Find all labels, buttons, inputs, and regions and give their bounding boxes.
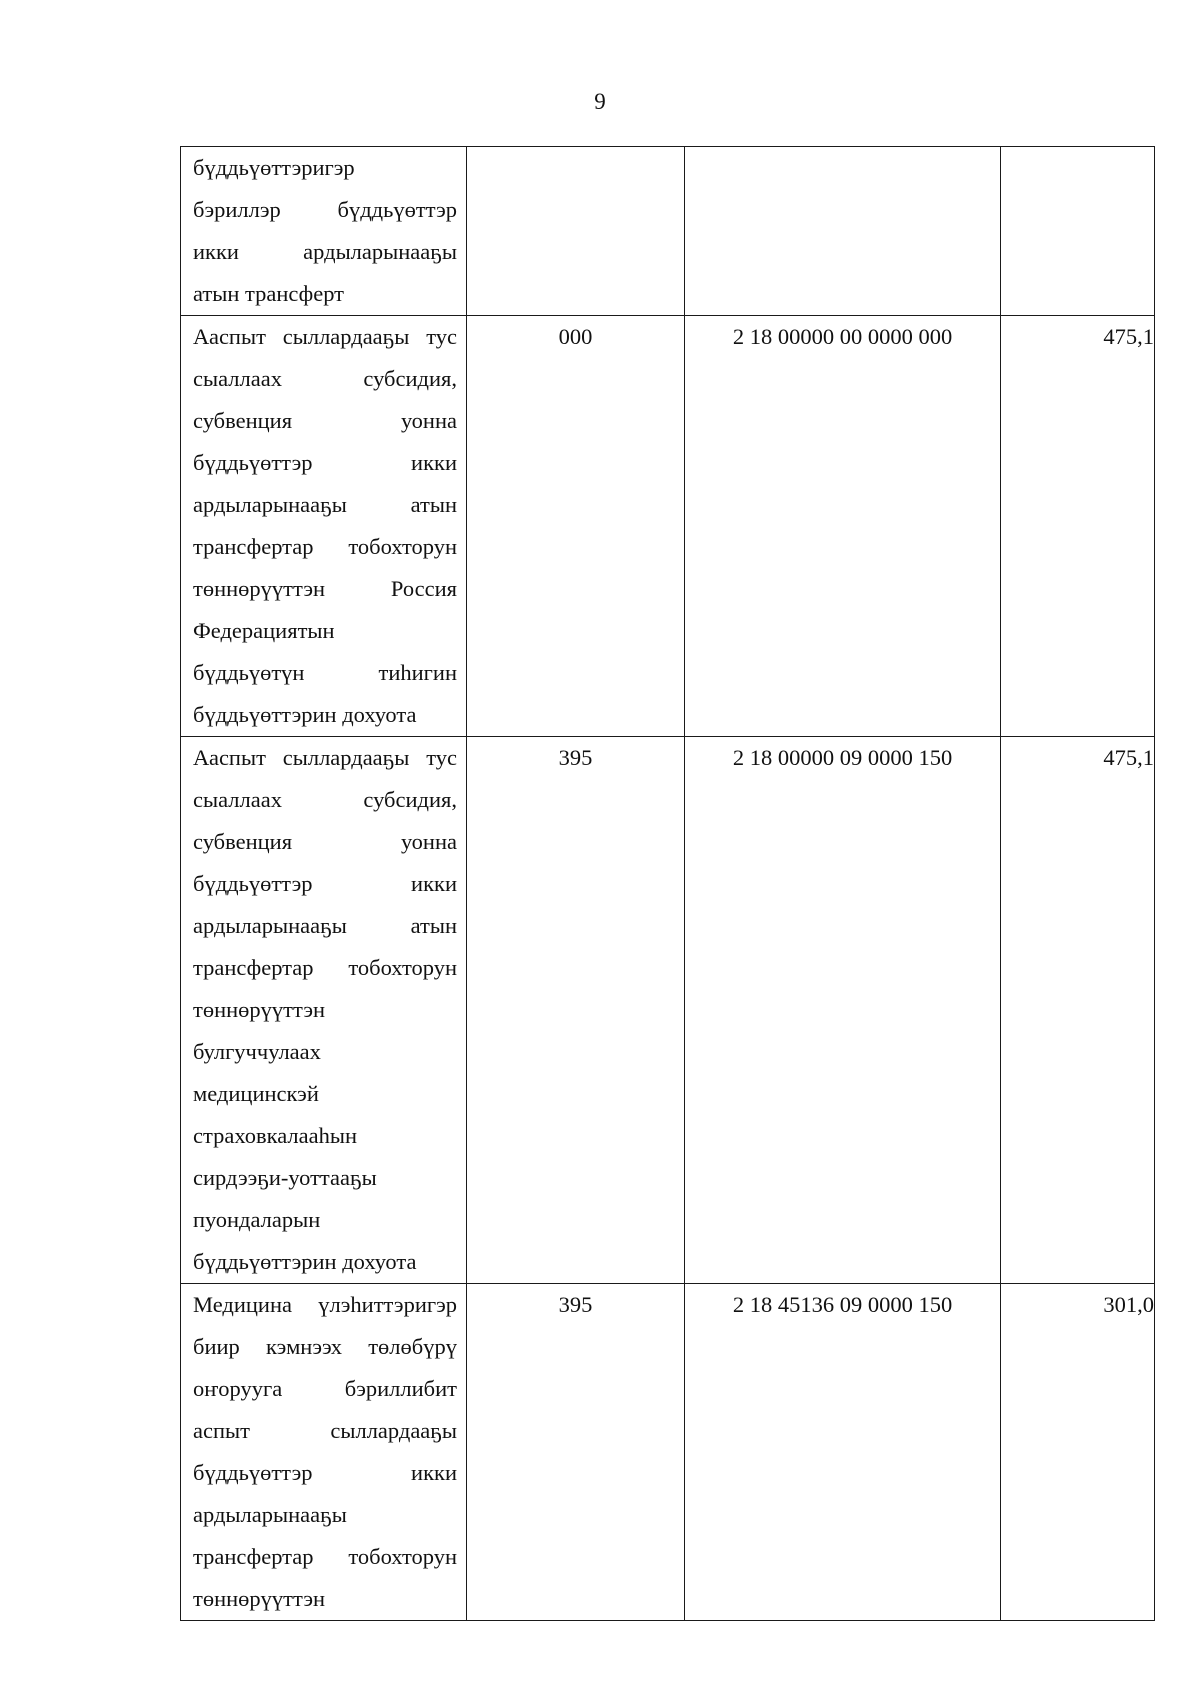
page-number: 9 bbox=[594, 89, 606, 114]
table-row bbox=[181, 147, 1155, 316]
description-line: бүддьүөтүн тиһигин bbox=[193, 660, 457, 685]
description-line: ардыларынааҕы атын bbox=[193, 492, 457, 517]
description-line: булгуччулаах bbox=[193, 1039, 321, 1064]
description-line: бүддьүөттэрин дохуота bbox=[193, 1249, 417, 1274]
table-body bbox=[181, 147, 1155, 1621]
description-line: сирдээҕи-уоттааҕы bbox=[193, 1165, 377, 1190]
budget-code-cell: 2 18 00000 09 0000 150 bbox=[685, 737, 1001, 1284]
admin-code-cell bbox=[467, 147, 685, 316]
description-line: оҥорууга бэриллибит bbox=[193, 1376, 457, 1401]
budget-code-cell: 2 18 00000 00 0000 000 bbox=[685, 316, 1001, 737]
budget-table bbox=[180, 146, 1155, 1621]
description-line: биир кэмнээх төлөбүрү bbox=[193, 1334, 457, 1359]
description-cell bbox=[181, 1284, 467, 1621]
description-line: субвенция уонна bbox=[193, 829, 457, 854]
description-cell bbox=[181, 147, 467, 316]
description-line: атын трансферт bbox=[193, 281, 345, 306]
description-line: бүддьүөттэрин дохуота bbox=[193, 702, 417, 727]
description-line: пуондаларын bbox=[193, 1207, 321, 1232]
description-cell bbox=[181, 316, 467, 737]
amount-cell: 475,1 bbox=[1001, 737, 1155, 1284]
admin-code-cell: 000 bbox=[467, 316, 685, 737]
description-line: трансфертар тобохторун bbox=[193, 1544, 457, 1569]
description-line: икки ардыларынааҕы bbox=[193, 239, 457, 264]
description-line: трансфертар тобохторун bbox=[193, 534, 457, 559]
description-line: субвенция уонна bbox=[193, 408, 457, 433]
description-line: төннөрүүттэн bbox=[193, 997, 326, 1022]
description-line: бүддьүөттэр икки bbox=[193, 871, 457, 896]
description-line: Федерациятын bbox=[193, 618, 335, 643]
budget-code-cell: 2 18 45136 09 0000 150 bbox=[685, 1284, 1001, 1621]
admin-code-cell: 395 bbox=[467, 737, 685, 1284]
description-line: төннөрүүттэн bbox=[193, 1586, 326, 1611]
description-line: медицинскэй bbox=[193, 1081, 319, 1106]
table-row bbox=[181, 316, 1155, 737]
description-line: бүддьүөттэр икки bbox=[193, 450, 457, 475]
description-line: бэриллэр бүддьүөттэр bbox=[193, 197, 457, 222]
description-line: ардыларынааҕы атын bbox=[193, 913, 457, 938]
description-line: ардыларынааҕы bbox=[193, 1502, 347, 1527]
description-line: страховкалааһын bbox=[193, 1123, 357, 1148]
description-line: Ааспыт сыллардааҕы тус bbox=[193, 324, 457, 349]
amount-cell bbox=[1001, 147, 1155, 316]
description-line: сыаллаах субсидия, bbox=[193, 787, 457, 812]
description-line: бүддьүөттэр икки bbox=[193, 1460, 457, 1485]
description-line: Ааспыт сыллардааҕы тус bbox=[193, 745, 457, 770]
admin-code-cell: 395 bbox=[467, 1284, 685, 1621]
description-line: аспыт сыллардааҕы bbox=[193, 1418, 457, 1443]
description-line: сыаллаах субсидия, bbox=[193, 366, 457, 391]
budget-code-cell bbox=[685, 147, 1001, 316]
description-cell bbox=[181, 737, 467, 1284]
table-row bbox=[181, 737, 1155, 1284]
amount-cell: 475,1 bbox=[1001, 316, 1155, 737]
amount-cell: 301,0 bbox=[1001, 1284, 1155, 1621]
description-line: төннөрүүттэн Россия bbox=[193, 576, 457, 601]
description-line: трансфертар тобохторун bbox=[193, 955, 457, 980]
description-line: бүддьүөттэригэр bbox=[193, 155, 355, 180]
table-row bbox=[181, 1284, 1155, 1621]
description-line: Медицина үлэһиттэригэр bbox=[193, 1292, 457, 1317]
